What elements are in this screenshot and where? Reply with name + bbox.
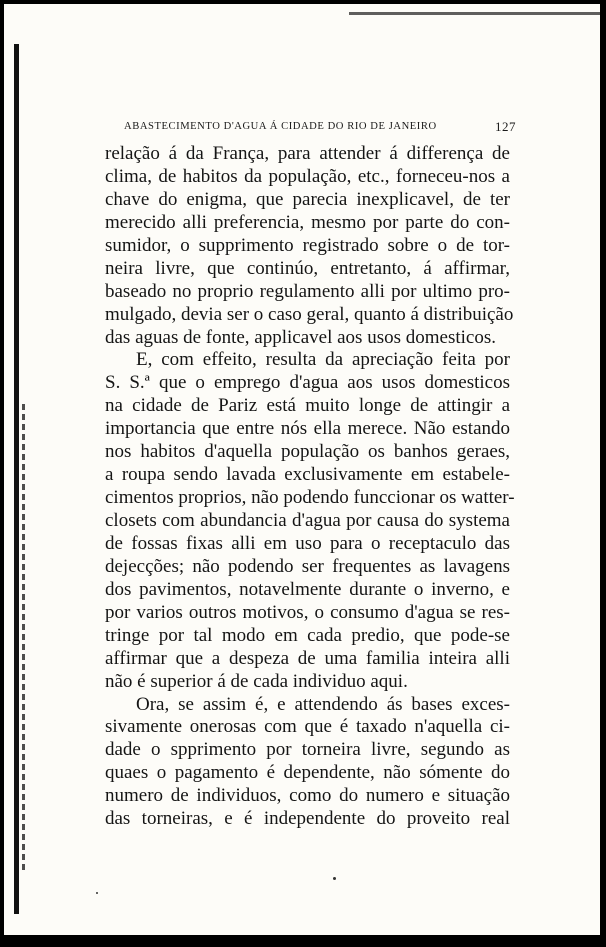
text-line: importancia que entre nós ella merece. Não estando: [105, 418, 510, 440]
page-number: 127: [495, 119, 516, 134]
text-line: clima, de habitos da população, etc., forneceu-nos a: [105, 165, 510, 187]
running-header: [124, 121, 516, 139]
text-line: sumidor, o supprimento registrado sobre o de tor-: [105, 234, 510, 256]
scan-binding-shadow: [14, 44, 19, 914]
text-line: por varios outros motivos, o consumo d'agua se res-: [105, 601, 510, 623]
text-line: dos pavimentos, notavelmente durante o inverno, e: [105, 578, 510, 600]
ink-speck: [333, 877, 336, 880]
text-line: a roupa sendo lavada exclusivamente em estabele-: [105, 464, 510, 486]
text-line: das aguas de fonte, applicavel aos usos domesticos.: [105, 326, 496, 348]
text-line: closets com abundancia d'agua por causa do systema: [105, 510, 510, 531]
paragraph-start-line: Ora, se assim é, e attendendo ás bases exces-: [136, 693, 510, 715]
book-page: [4, 4, 600, 935]
text-line: quaes o pagamento é dependente, não sómente do: [105, 762, 510, 784]
text-line: merecido alli preferencia, mesmo por parte do con-: [105, 211, 510, 233]
paragraph-start-line: E, com effeito, resulta da apreciação feita por: [136, 349, 510, 371]
text-line: na cidade de Pariz está muito longe de attingir a: [105, 395, 510, 417]
scan-edge-mark: [349, 12, 600, 15]
text-line: dade o spprimento por torneira livre, segundo as: [105, 739, 510, 761]
text-line: dejecções; não podendo ser frequentes as lavagens: [105, 555, 510, 577]
text-line: sivamente onerosas com que é taxado n'aquella ci-: [105, 716, 510, 738]
text-line: nos habitos d'aquella população os banhos geraes,: [105, 441, 510, 463]
text-line: neira livre, que continúo, entretanto, á affirmar,: [105, 257, 510, 279]
text-line: de fossas fixas alli em uso para o receptaculo das: [105, 532, 510, 554]
running-title: ABASTECIMENTO D'AGUA Á CIDADE DO RIO DE JANEIRO: [124, 121, 437, 132]
scan-binding-shadow-secondary: [22, 404, 25, 874]
text-line: numero de individuos, como do numero e situação: [105, 785, 510, 807]
text-line: das torneiras, e é independente do proveito real: [105, 808, 510, 830]
text-line: chave do enigma, que parecia inexplicavel, de ter: [105, 188, 510, 210]
text-line: tringe por tal modo em cada predio, que pode-se: [105, 624, 510, 646]
text-line: cimentos proprios, não podendo funccionar os watter-: [105, 487, 515, 509]
text-line: relação á da França, para attender á differença de: [105, 143, 510, 164]
text-line: baseado no proprio regulamento alli por ultimo pro-: [105, 280, 510, 302]
body-text: [105, 143, 515, 831]
ink-speck: [96, 892, 98, 894]
text-line: mulgado, devia ser o caso geral, quanto á distribuição: [105, 303, 514, 325]
text-line: affirmar que a despeza de uma familia inteira alli: [105, 647, 510, 669]
text-line: não é superior á de cada individuo aqui.: [105, 670, 408, 692]
text-line: S. S.ª que o emprego d'agua aos usos domesticos: [105, 372, 510, 394]
